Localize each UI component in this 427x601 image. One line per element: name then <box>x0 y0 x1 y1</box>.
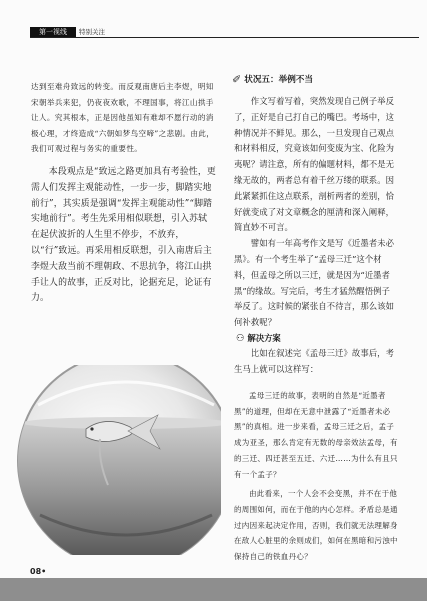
sample-quote-block <box>234 388 400 565</box>
example-paragraph: 譬如有一年高考作文是写《近墨者未必黑》。有一个考生举了“孟母三迁”这个材料，但孟母之所以三迁，就是因为“近墨者黑”的缘故。写完后，考生才猛然醒悟例子举反了。这时候的紧张自不待言，那么该如何补救呢？ <box>234 238 395 328</box>
solution-heading <box>236 331 398 346</box>
fishbowl-illustration <box>8 365 221 555</box>
footer-band <box>0 578 427 601</box>
intro-paragraph: 作文写着写着，突然发现自己例子举反了，正好是自己打自己的嘴巴。考场中，这种情况并不鲜见。那么，一旦发现自己观点和材料相反，究竟该如何变废为宝、化险为夷呢？请注意，所有的偏题材料，都不是无缘无故的，两者总有着千丝万缕的联系。因此紧紧抓住这点联系，剖析两者的差别，恰好就变成了对文章概念的厘清和深入阐释，简直妙不可言。 <box>234 96 395 233</box>
column-tag: 第一视线 <box>30 27 76 37</box>
analysis-paragraph: 本段观点是“致远之路更加具有考验性，更需人们发挥主观能动性，一步一步，脚踏实地前行”，其实质是强调“发挥主观能动性”“脚踏实地前行”。考生先采用相似联想，引入苏轼在起伏波折的人生里不停步，不放弃，以“行”致远。再采用相反联想，引入南唐后主李煜大敌当前不理朝政、不思抗争，将江山拱手让人的故事，正反对比，论据充足，论证有力。 <box>31 166 216 304</box>
page-number: 08• <box>30 567 47 576</box>
header-rule <box>30 37 419 38</box>
section-title: 状况五：举例不当 <box>244 75 313 85</box>
right-column <box>234 71 398 378</box>
column-subtitle: 特别关注 <box>79 28 105 36</box>
sample-quote-paragraph-1: 孟母三迁的故事，表明的自然是“近墨者黑”的道理，但却在无意中泄露了“近墨者未必黑”的真相。进一步来看，孟母三迁之后，孟子成为亚圣，那么肯定有无数的母亲效法孟母，有的三迁、四迁甚至五迁、六迁……为什么有且只有一个孟子？ <box>234 391 398 479</box>
solution-title: 解决方案 <box>247 333 281 344</box>
solution-icon: ⚇ <box>236 332 245 344</box>
section-heading <box>232 71 398 87</box>
sample-quote-paragraph-2: 由此看来，一个人会不会变黑，并不在于他的周围如何，而在于他的内心怎样。矛盾总是通过内因来起决定作用，否则，我们就无法理解身在敌人心脏里的余则成们，如何在黑暗和污浊中保持自己的铁血丹心？ <box>234 489 398 562</box>
solution-paragraph: 比如在叙述完《孟母三迁》故事后，考生马上就可以这样写： <box>234 347 395 374</box>
quote-continuation: 达到至难舟致远的转变。而反观南唐后主李煜，明知宋朝举兵来犯，仍夜夜欢歌，不理国事，将江山拱手让人。究其根本，正是因他虽知有难却不愿行动的消极心理，才终造成“六朝如梦鸟空啼”之悲剧。由此，我们可观过程与务实的重要性。 <box>31 82 215 154</box>
pencil-icon: ✐ <box>232 72 242 86</box>
left-column <box>31 79 216 307</box>
